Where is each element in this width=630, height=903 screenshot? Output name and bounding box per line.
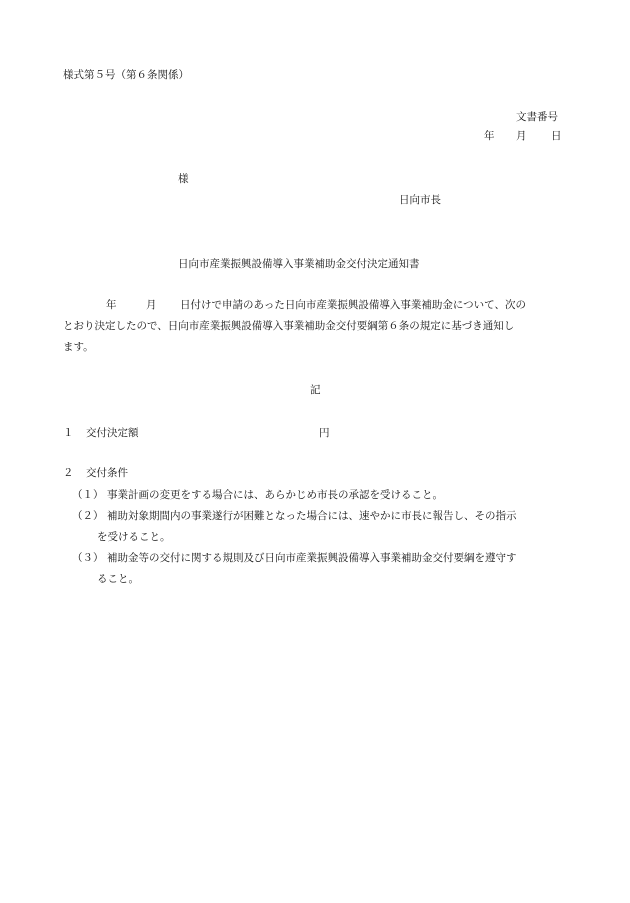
condition-2-line-2: を受けること。 [97,531,171,543]
document-title: 日向市産業振興設備導入事業補助金交付決定通知書 [178,258,420,270]
date-day-label: 日 [551,130,562,142]
date-month-label: 月 [516,130,527,142]
issuer-name: 日向市長 [399,194,441,206]
item1-label: 交付決定額 [86,427,139,439]
item2-number: ２ [63,467,74,479]
body-line-2: とおり決定したので、日向市産業振興設備導入事業補助金交付要綱第６条の規定に基づき通知し [63,320,515,332]
recipient-suffix: 様 [178,173,189,185]
condition-1-number: （１） [72,489,104,501]
ki-heading: 記 [310,384,321,396]
form-label: 様式第５号（第６条関係） [63,69,189,81]
condition-1-line-1: 事業計画の変更をする場合には、あらかじめ市長の承認を受けること。 [107,489,443,501]
condition-3-number: （３） [72,552,104,564]
condition-2-number: （２） [72,510,104,522]
body-year-label: 年 [106,299,117,311]
body-line-3: ます。 [63,341,94,353]
date-year-label: 年 [484,130,495,142]
item2-label: 交付条件 [86,467,128,479]
condition-3-line-2: ること。 [97,573,139,585]
condition-2-line-1: 補助対象期間内の事業遂行が困難となった場合には、速やかに市長に報告し、その指示 [107,510,517,522]
item1-unit: 円 [319,427,330,439]
document-number-label: 文書番号 [516,111,558,123]
body-month-label: 月 [146,299,157,311]
item1-number: １ [63,427,74,439]
condition-3-line-1: 補助金等の交付に関する規則及び日向市産業振興設備導入事業補助金交付要綱を遵守す [107,552,517,564]
body-line-1: 日付けで申請のあった日向市産業振興設備導入事業補助金について、次の [180,299,526,311]
